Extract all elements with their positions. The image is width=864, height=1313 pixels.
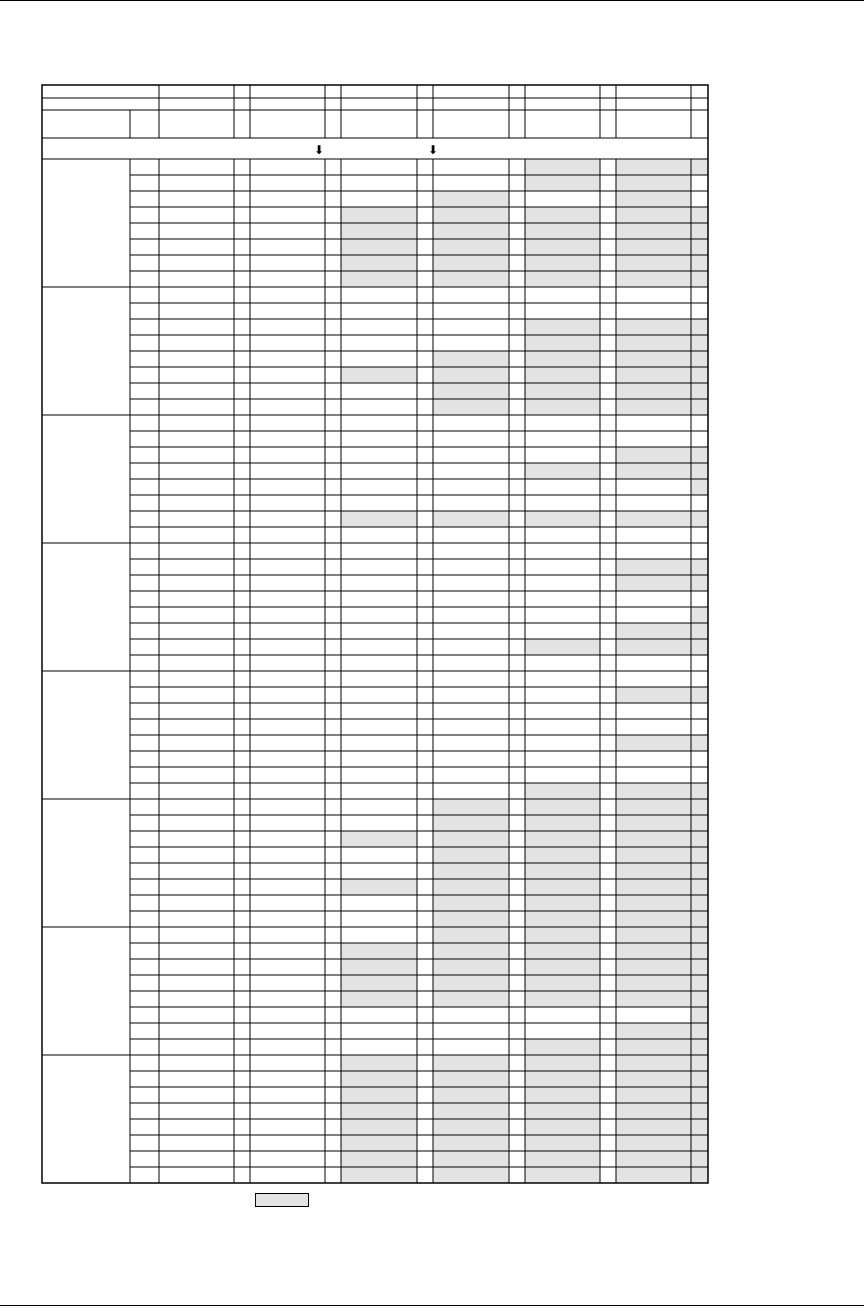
shaded-cell [691, 559, 708, 575]
shaded-cell [691, 879, 708, 895]
shaded-cell [525, 511, 600, 527]
shaded-cell [433, 991, 509, 1007]
shaded-cell [616, 559, 691, 575]
shaded-cell [616, 319, 691, 335]
shaded-cell [691, 399, 708, 415]
shaded-cell [433, 911, 509, 927]
shaded-cell [525, 895, 600, 911]
shaded-cell [616, 959, 691, 975]
shaded-cell [341, 1167, 417, 1183]
shaded-cell [341, 1103, 417, 1119]
shaded-cell [525, 175, 600, 191]
shaded-cell [616, 1151, 691, 1167]
shaded-cell [691, 271, 708, 287]
shaded-cell [691, 1039, 708, 1055]
shaded-cell [341, 367, 417, 383]
shaded-cell [616, 511, 691, 527]
shaded-cell [525, 783, 600, 799]
shaded-cell [616, 1023, 691, 1039]
shaded-cell [691, 895, 708, 911]
shaded-cell [433, 191, 509, 207]
shaded-cell [616, 239, 691, 255]
shaded-cell [691, 799, 708, 815]
shaded-cell [525, 975, 600, 991]
shaded-cell [341, 975, 417, 991]
shaded-cell [691, 847, 708, 863]
shaded-cell [525, 367, 600, 383]
shaded-cell [433, 511, 509, 527]
shaded-cell [691, 1135, 708, 1151]
shaded-cell [525, 943, 600, 959]
shaded-cell [691, 319, 708, 335]
shaded-cell [525, 991, 600, 1007]
shaded-cell [616, 1103, 691, 1119]
shaded-cell [616, 735, 691, 751]
shaded-cell [525, 799, 600, 815]
shaded-cell [616, 863, 691, 879]
shaded-cell [691, 607, 708, 623]
shaded-cell [691, 383, 708, 399]
shaded-cell [616, 1087, 691, 1103]
shaded-cell [525, 335, 600, 351]
shaded-cell [691, 623, 708, 639]
shaded-cell [433, 927, 509, 943]
shaded-cell [616, 223, 691, 239]
shaded-cell [616, 255, 691, 271]
shaded-cell [616, 1039, 691, 1055]
shaded-cell [691, 255, 708, 271]
shaded-cell [525, 1103, 600, 1119]
shaded-cell [433, 239, 509, 255]
shaded-cell [341, 1119, 417, 1135]
shaded-cell [616, 463, 691, 479]
shaded-cell [616, 367, 691, 383]
shaded-cell [691, 447, 708, 463]
shaded-cell [616, 383, 691, 399]
shaded-cell [341, 271, 417, 287]
shaded-cell [341, 1151, 417, 1167]
shaded-cell [691, 1023, 708, 1039]
shaded-cell [525, 1087, 600, 1103]
shaded-cell [341, 879, 417, 895]
shaded-cell [691, 943, 708, 959]
shaded-cell [341, 207, 417, 223]
shaded-cell [433, 879, 509, 895]
shaded-cell [433, 943, 509, 959]
shaded-cell [341, 1071, 417, 1087]
shaded-cell [691, 1151, 708, 1167]
shaded-cell [691, 159, 708, 175]
shaded-cell [433, 399, 509, 415]
shaded-cell [433, 815, 509, 831]
shaded-cell [616, 175, 691, 191]
shaded-cell [691, 1007, 708, 1023]
shaded-cell [525, 815, 600, 831]
shaded-cell [691, 1087, 708, 1103]
shaded-cell [525, 959, 600, 975]
shaded-cell [433, 207, 509, 223]
shaded-cell [616, 191, 691, 207]
shaded-cell [433, 895, 509, 911]
shaded-cell [341, 1135, 417, 1151]
shaded-cell [691, 815, 708, 831]
shaded-cell [433, 847, 509, 863]
shaded-cell [525, 207, 600, 223]
shaded-cell [433, 831, 509, 847]
shaded-cell [525, 271, 600, 287]
shaded-cell [525, 847, 600, 863]
shaded-cell [341, 1055, 417, 1071]
shaded-cell [691, 959, 708, 975]
shaded-cell [691, 1119, 708, 1135]
shaded-cell [616, 335, 691, 351]
shaded-cell [341, 239, 417, 255]
shaded-cell [691, 1055, 708, 1071]
shaded-cell [525, 399, 600, 415]
shaded-cell [525, 1055, 600, 1071]
shaded-cell [691, 863, 708, 879]
shaded-cell [616, 975, 691, 991]
shaded-cell [433, 1071, 509, 1087]
shaded-cell [616, 207, 691, 223]
shaded-cell [616, 1119, 691, 1135]
shaded-cell [616, 271, 691, 287]
shaded-cell [691, 367, 708, 383]
shaded-cell [525, 1135, 600, 1151]
shaded-cell [691, 1167, 708, 1183]
shaded-cell [433, 223, 509, 239]
shaded-cell [616, 815, 691, 831]
shaded-cell [616, 399, 691, 415]
shaded-cell [616, 1055, 691, 1071]
shaded-cell [341, 1087, 417, 1103]
shaded-cell [691, 223, 708, 239]
shaded-cell [616, 879, 691, 895]
shaded-cell [433, 975, 509, 991]
shaded-cell [616, 991, 691, 1007]
shaded-cell [525, 319, 600, 335]
shaded-cell [525, 639, 600, 655]
shaded-cell [433, 1167, 509, 1183]
shaded-cell [691, 351, 708, 367]
shaded-cell [691, 831, 708, 847]
shaded-cell [691, 975, 708, 991]
shaded-cell [433, 959, 509, 975]
shaded-cell [525, 383, 600, 399]
shaded-cell [616, 447, 691, 463]
shaded-cell [525, 463, 600, 479]
shaded-cell [616, 943, 691, 959]
shaded-cell [691, 1071, 708, 1087]
shaded-cell [525, 351, 600, 367]
shaded-cell [616, 575, 691, 591]
shaded-cell [616, 1135, 691, 1151]
shaded-cell [691, 1103, 708, 1119]
shaded-cell [616, 1167, 691, 1183]
shaded-cell [525, 255, 600, 271]
shaded-cell [691, 463, 708, 479]
shaded-cell [433, 255, 509, 271]
shaded-cell [433, 1055, 509, 1071]
shaded-cell [525, 1039, 600, 1055]
shaded-cell [525, 1151, 600, 1167]
shaded-cell [616, 783, 691, 799]
shaded-cell [341, 255, 417, 271]
shaded-cell [616, 847, 691, 863]
shaded-cell [616, 623, 691, 639]
down-arrow-icon: ⬇ [313, 143, 325, 157]
shaded-cell [525, 879, 600, 895]
shaded-cell [341, 991, 417, 1007]
shaded-cell [616, 639, 691, 655]
shaded-cell [616, 351, 691, 367]
shaded-cell [525, 911, 600, 927]
shaded-cell [691, 927, 708, 943]
shaded-cell [433, 863, 509, 879]
shaded-cell [525, 927, 600, 943]
shaded-cell [691, 575, 708, 591]
shaded-cell [616, 911, 691, 927]
shaded-cell [691, 687, 708, 703]
shaded-cell [525, 1167, 600, 1183]
shaded-cell [616, 831, 691, 847]
shaded-cell [433, 1135, 509, 1151]
shaded-cell [691, 207, 708, 223]
shaded-cell [616, 159, 691, 175]
shaded-cell [525, 159, 600, 175]
shaded-cell [616, 799, 691, 815]
shaded-cell [433, 1103, 509, 1119]
shaded-cell [525, 1119, 600, 1135]
shaded-cell [691, 639, 708, 655]
shaded-cell [341, 223, 417, 239]
shaded-cell [691, 239, 708, 255]
shaded-cell [433, 1087, 509, 1103]
shaded-cell [525, 863, 600, 879]
down-arrow-icon: ⬇ [427, 143, 439, 157]
shaded-cell [341, 511, 417, 527]
shaded-cell [691, 479, 708, 495]
shaded-cell [433, 799, 509, 815]
shaded-cell [525, 1071, 600, 1087]
shaded-cell [341, 831, 417, 847]
shaded-cell [525, 831, 600, 847]
shaded-cell [691, 783, 708, 799]
shaded-cell [691, 991, 708, 1007]
shaded-cell [433, 367, 509, 383]
shaded-cell [433, 1151, 509, 1167]
shaded-cell [341, 959, 417, 975]
shaded-cell [433, 351, 509, 367]
shaded-cell [691, 511, 708, 527]
shaded-cell [691, 335, 708, 351]
legend-shaded-swatch [255, 1193, 309, 1207]
shaded-cell [691, 911, 708, 927]
shaded-cell [616, 1071, 691, 1087]
shaded-cell [341, 943, 417, 959]
shaded-cell [616, 927, 691, 943]
shaded-cell [616, 687, 691, 703]
shaded-cell [433, 383, 509, 399]
shaded-cell [525, 239, 600, 255]
shaded-cell [691, 735, 708, 751]
shaded-cell [616, 895, 691, 911]
shaded-cell [433, 271, 509, 287]
shaded-cell [525, 223, 600, 239]
shaded-cell [433, 1119, 509, 1135]
